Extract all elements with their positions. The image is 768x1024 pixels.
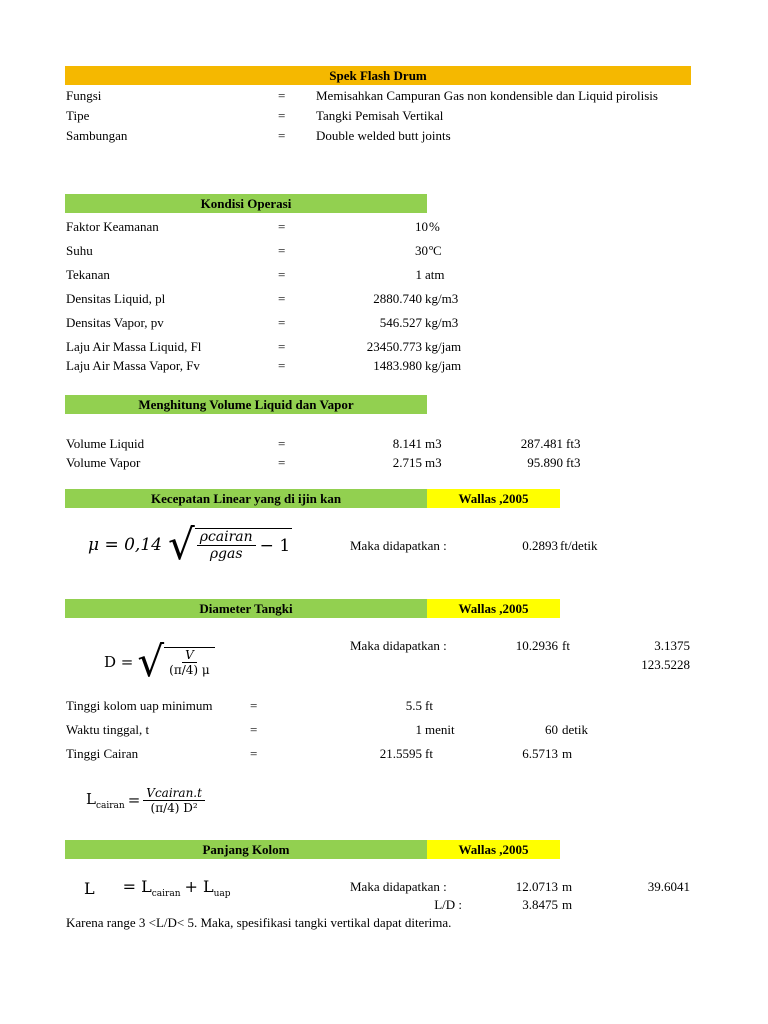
- kondisi-eq: =: [278, 315, 286, 330]
- kondisi-eq: =: [278, 219, 286, 234]
- l-lhs: L: [84, 878, 95, 898]
- panjang-result-label: Maka didapatkan :: [350, 879, 447, 894]
- lcairan-denominator: (π/4) D²: [150, 800, 198, 815]
- sqrt-icon: √: [167, 520, 195, 569]
- diameter-row-unit-2: m: [562, 746, 573, 761]
- d-radicand: [164, 647, 215, 677]
- diameter-row-value: 21.5595: [379, 746, 422, 761]
- l-formula: [84, 876, 231, 900]
- kondisi-label: Laju Air Massa Liquid, Fl: [66, 339, 202, 354]
- volume-eq: =: [278, 436, 286, 451]
- volume-unit-ft3: ft3: [566, 455, 581, 470]
- mu-denominator: ρgas: [209, 546, 243, 562]
- kondisi-label: Laju Air Massa Vapor, Fv: [66, 358, 200, 373]
- volume-label: Volume Liquid: [66, 436, 145, 451]
- diameter-row-eq: =: [250, 746, 258, 761]
- lcairan-fraction: [143, 786, 205, 815]
- kondisi-label: Faktor Keamanan: [66, 219, 159, 234]
- spec-label-sambungan: Sambungan: [66, 128, 128, 143]
- spec-label-fungsi: Fungsi: [66, 88, 102, 103]
- kondisi-unit: kg/m3: [425, 291, 459, 306]
- spec-eq: =: [278, 88, 286, 103]
- l-plus: + $L_{uap}$: [184, 876, 231, 900]
- volume-unit-ft3: ft3: [566, 436, 581, 451]
- lcairan-lhs: $L_{cairan}$: [86, 789, 125, 811]
- volume-label: Volume Vapor: [66, 455, 141, 470]
- mu-fraction: [197, 529, 256, 562]
- diameter-row-label: Tinggi kolom uap minimum: [66, 698, 213, 713]
- diameter-row-label: Tinggi Cairan: [66, 746, 139, 761]
- kondisi-label: Densitas Liquid, pl: [66, 291, 166, 306]
- kondisi-unit: kg/jam: [425, 339, 462, 354]
- volume-value-m3: 2.715: [392, 455, 422, 470]
- d-lhs: D =: [104, 653, 134, 671]
- mu-numerator: ρcairan: [197, 529, 256, 546]
- kondisi-eq: =: [278, 339, 286, 354]
- kondisi-eq: =: [278, 291, 286, 306]
- diameter-row-label: Waktu tinggal, t: [66, 722, 150, 737]
- panjang-extra: 39.6041: [647, 879, 690, 894]
- kondisi-unit: %: [429, 219, 440, 234]
- kondisi-value: 1483.980: [373, 358, 422, 373]
- diameter-row-value-2: 60: [545, 722, 558, 737]
- equals-icon: =: [127, 791, 141, 809]
- d-numerator: V: [182, 648, 197, 663]
- diameter-row-unit: menit: [425, 722, 455, 737]
- volume-unit-m3: m3: [425, 436, 442, 451]
- spec-value-sambungan: Double welded butt joints: [316, 128, 451, 143]
- kondisi-unit: kg/m3: [425, 315, 459, 330]
- ld-unit: m: [562, 897, 573, 912]
- d-formula: [104, 639, 215, 685]
- kondisi-label: Tekanan: [66, 267, 110, 282]
- volume-value-m3: 8.141: [392, 436, 422, 451]
- panjang-result-unit: m: [562, 879, 573, 894]
- spec-value-fungsi: Memisahkan Campuran Gas non kondensible dan Liquid pirolisis: [316, 88, 658, 103]
- diameter-row-value: 5.5: [405, 698, 422, 713]
- diameter-header: Diameter Tangki: [65, 599, 427, 618]
- volume-eq: =: [278, 455, 286, 470]
- diameter-row-eq: =: [250, 698, 258, 713]
- d-fraction: [166, 648, 213, 677]
- diameter-row-unit: ft: [425, 746, 433, 761]
- kondisi-value: 23450.773: [366, 339, 422, 354]
- d-denominator: (π/4) μ: [169, 663, 210, 677]
- kondisi-label: Densitas Vapor, pv: [66, 315, 164, 330]
- kecepatan-result-value: 0.2893: [522, 538, 558, 553]
- diameter-row-unit-2: detik: [562, 722, 588, 737]
- kondisi-label: Suhu: [66, 243, 93, 258]
- kondisi-eq: =: [278, 358, 286, 373]
- kondisi-value: 30: [415, 243, 428, 258]
- spec-eq: =: [278, 128, 286, 143]
- kecepatan-header: Kecepatan Linear yang di ijin kan: [65, 489, 427, 508]
- diameter-row-unit: ft: [425, 698, 433, 713]
- spec-value-tipe: Tangki Pemisah Vertikal: [316, 108, 444, 123]
- kecepatan-result-label: Maka didapatkan :: [350, 538, 447, 553]
- panjang-result-value: 12.0713: [515, 879, 558, 894]
- lcairan-formula: [86, 780, 205, 820]
- mu-lhs: μ = 0,14: [88, 535, 162, 555]
- diameter-result-label: Maka didapatkan :: [350, 638, 447, 653]
- mu-formula: [88, 522, 292, 568]
- kondisi-eq: =: [278, 243, 286, 258]
- diameter-row-value: 1: [415, 722, 422, 737]
- kondisi-value: 1: [415, 267, 422, 282]
- kondisi-unit: ºC: [429, 243, 442, 258]
- kondisi-unit: kg/jam: [425, 358, 462, 373]
- kondisi-eq: =: [278, 267, 286, 282]
- kecepatan-result-unit: ft/detik: [560, 538, 598, 553]
- spec-eq: =: [278, 108, 286, 123]
- diameter-ref: Wallas ,2005: [427, 599, 560, 618]
- mu-minus-one: − 1: [259, 535, 291, 556]
- diameter-extra-1: 3.1375: [654, 638, 690, 653]
- mu-radicand: [195, 528, 292, 562]
- diameter-result-unit: ft: [562, 638, 570, 653]
- spec-header: Spek Flash Drum: [65, 66, 691, 85]
- kondisi-value: 546.527: [379, 315, 422, 330]
- volume-value-ft3: 287.481: [520, 436, 563, 451]
- volume-value-ft3: 95.890: [527, 455, 563, 470]
- diameter-row-value-2: 6.5713: [522, 746, 558, 761]
- kondisi-value: 10: [415, 219, 428, 234]
- lcairan-numerator: Vcairan.t: [143, 786, 205, 801]
- kondisi-unit: atm: [425, 267, 445, 282]
- sqrt-icon: √: [137, 637, 165, 686]
- panjang-ref: Wallas ,2005: [427, 840, 560, 859]
- diameter-extra-2: 123.5228: [641, 657, 690, 672]
- ld-label: L/D :: [434, 897, 462, 912]
- volume-header: Menghitung Volume Liquid dan Vapor: [65, 395, 427, 414]
- kecepatan-ref: Wallas ,2005: [427, 489, 560, 508]
- panjang-header: Panjang Kolom: [65, 840, 427, 859]
- volume-unit-m3: m3: [425, 455, 442, 470]
- diameter-row-eq: =: [250, 722, 258, 737]
- spec-label-tipe: Tipe: [66, 108, 90, 123]
- kondisi-header: Kondisi Operasi: [65, 194, 427, 213]
- diameter-result-value: 10.2936: [515, 638, 558, 653]
- ld-value: 3.8475: [522, 897, 558, 912]
- l-rhs: = $L_{cairan}$: [122, 876, 181, 900]
- kondisi-value: 2880.740: [373, 291, 422, 306]
- conclusion-text: Karena range 3 <L/D< 5. Maka, spesifikasi tangki vertikal dapat diterima.: [66, 915, 452, 930]
